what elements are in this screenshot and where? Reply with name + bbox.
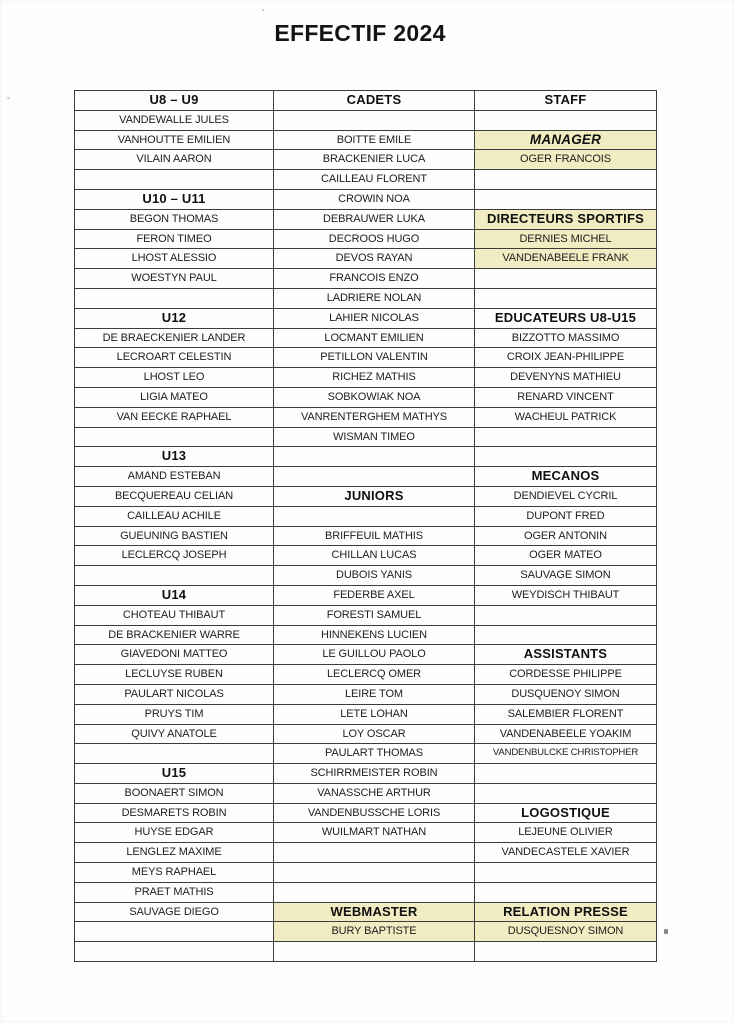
table-row [75,249,657,269]
name-cell: PAULART THOMAS [274,744,475,764]
name-cell: RENARD VINCENT [475,387,657,407]
section-header-cell: CADETS [274,91,475,111]
name-cell: LAHIER NICOLAS [274,308,475,328]
empty-cell [75,566,274,586]
table-row [75,843,657,863]
empty-cell [274,467,475,487]
table-row [75,328,657,348]
table-row [75,91,657,111]
name-cell: OGER FRANCOIS [475,150,657,170]
section-header-cell: U8 – U9 [75,91,274,111]
name-cell: LECLUYSE RUBEN [75,665,274,685]
empty-cell [75,170,274,190]
name-cell: VANDENABEELE YOAKIM [475,724,657,744]
name-cell: RICHEZ MATHIS [274,368,475,388]
table-row [75,308,657,328]
section-header-cell: WEBMASTER [274,902,475,922]
name-cell: CAILLEAU ACHILE [75,506,274,526]
table-row [75,506,657,526]
table-row [75,288,657,308]
table-row [75,130,657,150]
table-row [75,882,657,902]
name-cell: WISMAN TIMEO [274,427,475,447]
name-cell: WEYDISCH THIBAUT [475,585,657,605]
table-row [75,922,657,942]
name-cell: BECQUEREAU CELIAN [75,486,274,506]
name-cell: HINNEKENS LUCIEN [274,625,475,645]
name-cell: OGER MATEO [475,546,657,566]
empty-cell [274,506,475,526]
table-row [75,447,657,467]
name-cell: PETILLON VALENTIN [274,348,475,368]
name-cell: LEJEUNE OLIVIER [475,823,657,843]
name-cell: GUEUNING BASTIEN [75,526,274,546]
name-cell: LHOST LEO [75,368,274,388]
empty-cell [274,942,475,962]
name-cell: VANRENTERGHEM MATHYS [274,407,475,427]
section-header-cell: MANAGER [475,130,657,150]
table-row [75,783,657,803]
name-cell: BOITTE EMILE [274,130,475,150]
section-header-cell: DIRECTEURS SPORTIFS [475,209,657,229]
name-cell: FEDERBE AXEL [274,585,475,605]
scan-speck [664,929,668,934]
page-title: EFFECTIF 2024 [274,20,446,46]
empty-cell [75,744,274,764]
name-cell: DUBOIS YANIS [274,566,475,586]
name-cell: QUIVY ANATOLE [75,724,274,744]
empty-cell [475,427,657,447]
table-row [75,684,657,704]
empty-cell [475,625,657,645]
section-header-cell: U13 [75,447,274,467]
name-cell: CROWIN NOA [274,189,475,209]
name-cell: WACHEUL PATRICK [475,407,657,427]
section-header-cell: U14 [75,585,274,605]
scan-speck [7,97,10,99]
table-row [75,665,657,685]
table-row [75,407,657,427]
name-cell: LENGLEZ MAXIME [75,843,274,863]
name-cell: PRAET MATHIS [75,882,274,902]
name-cell: FRANCOIS ENZO [274,269,475,289]
section-header-cell: EDUCATEURS U8-U15 [475,308,657,328]
name-cell: FERON TIMEO [75,229,274,249]
section-header-cell: ASSISTANTS [475,645,657,665]
name-cell: BIZZOTTO MASSIMO [475,328,657,348]
table-row [75,605,657,625]
name-cell: VANDEWALLE JULES [75,110,274,130]
empty-cell [274,863,475,883]
name-cell: DEBRAUWER LUKA [274,209,475,229]
name-cell: VANDENBULCKE CHRISTOPHER [475,744,657,764]
name-cell: MEYS RAPHAEL [75,863,274,883]
name-cell: PAULART NICOLAS [75,684,274,704]
scan-speck [262,9,264,11]
empty-cell [274,882,475,902]
name-cell: DESMARETS ROBIN [75,803,274,823]
empty-cell [475,170,657,190]
roster-table-body [75,91,657,962]
table-row [75,368,657,388]
name-cell: DEVENYNS MATHIEU [475,368,657,388]
section-header-cell: LOGOSTIQUE [475,803,657,823]
table-row [75,348,657,368]
name-cell: WUILMART NATHAN [274,823,475,843]
name-cell: SAUVAGE SIMON [475,566,657,586]
name-cell: DUPONT FRED [475,506,657,526]
table-row [75,724,657,744]
name-cell: WOESTYN PAUL [75,269,274,289]
name-cell: DERNIES MICHEL [475,229,657,249]
roster-table [74,90,657,962]
empty-cell [475,783,657,803]
name-cell: OGER ANTONIN [475,526,657,546]
name-cell: LECLERCQ JOSEPH [75,546,274,566]
name-cell: DUSQUENOY SIMON [475,684,657,704]
table-row [75,467,657,487]
empty-cell [475,863,657,883]
name-cell: DEVOS RAYAN [274,249,475,269]
name-cell: SOBKOWIAK NOA [274,387,475,407]
table-row [75,863,657,883]
table-row [75,546,657,566]
name-cell: CHILLAN LUCAS [274,546,475,566]
name-cell: BRACKENIER LUCA [274,150,475,170]
name-cell: VANDENBUSSCHE LORIS [274,803,475,823]
table-row [75,704,657,724]
section-header-cell: RELATION PRESSE [475,902,657,922]
name-cell: LADRIERE NOLAN [274,288,475,308]
name-cell: LEIRE TOM [274,684,475,704]
section-header-cell: STAFF [475,91,657,111]
name-cell: LETE LOHAN [274,704,475,724]
name-cell: DECROOS HUGO [274,229,475,249]
name-cell: SCHIRRMEISTER ROBIN [274,764,475,784]
name-cell: DUSQUESNOY SIMON [475,922,657,942]
name-cell: CORDESSE PHILIPPE [475,665,657,685]
section-header-cell: MECANOS [475,467,657,487]
name-cell: PRUYS TIM [75,704,274,724]
name-cell: DENDIEVEL CYCRIL [475,486,657,506]
name-cell: GIAVEDONI MATTEO [75,645,274,665]
name-cell: CAILLEAU FLORENT [274,170,475,190]
table-row [75,427,657,447]
table-row [75,269,657,289]
table-row [75,625,657,645]
empty-cell [475,605,657,625]
name-cell: VAN EECKE RAPHAEL [75,407,274,427]
empty-cell [75,427,274,447]
table-row [75,823,657,843]
empty-cell [274,843,475,863]
empty-cell [475,882,657,902]
name-cell: FORESTI SAMUEL [274,605,475,625]
empty-cell [274,110,475,130]
table-row [75,585,657,605]
name-cell: VILAIN AARON [75,150,274,170]
section-header-cell: U15 [75,764,274,784]
table-row [75,170,657,190]
table-row [75,229,657,249]
empty-cell [475,942,657,962]
empty-cell [75,288,274,308]
name-cell: BURY BAPTISTE [274,922,475,942]
name-cell: VANASSCHE ARTHUR [274,783,475,803]
table-row [75,566,657,586]
empty-cell [475,110,657,130]
table-row [75,803,657,823]
table-row [75,110,657,130]
name-cell: VANDECASTELE XAVIER [475,843,657,863]
name-cell: AMAND ESTEBAN [75,467,274,487]
section-header-cell: U12 [75,308,274,328]
name-cell: DE BRACKENIER WARRE [75,625,274,645]
name-cell: LE GUILLOU PAOLO [274,645,475,665]
section-header-cell: U10 – U11 [75,189,274,209]
empty-cell [274,447,475,467]
table-row [75,744,657,764]
name-cell: CROIX JEAN-PHILIPPE [475,348,657,368]
name-cell: HUYSE EDGAR [75,823,274,843]
name-cell: LECLERCQ OMER [274,665,475,685]
section-header-cell: JUNIORS [274,486,475,506]
name-cell: SALEMBIER FLORENT [475,704,657,724]
table-row [75,942,657,962]
name-cell: LIGIA MATEO [75,387,274,407]
table-row [75,526,657,546]
empty-cell [75,942,274,962]
table-row [75,645,657,665]
table-row [75,150,657,170]
name-cell: LOY OSCAR [274,724,475,744]
name-cell: DE BRAECKENIER LANDER [75,328,274,348]
name-cell: BOONAERT SIMON [75,783,274,803]
empty-cell [475,447,657,467]
table-row [75,764,657,784]
name-cell: SAUVAGE DIEGO [75,902,274,922]
name-cell: BRIFFEUIL MATHIS [274,526,475,546]
name-cell: LHOST ALESSIO [75,249,274,269]
table-row [75,902,657,922]
name-cell: CHOTEAU THIBAUT [75,605,274,625]
table-row [75,387,657,407]
name-cell: BEGON THOMAS [75,209,274,229]
name-cell: VANDENABEELE FRANK [475,249,657,269]
name-cell: LECROART CELESTIN [75,348,274,368]
empty-cell [475,764,657,784]
table-row [75,486,657,506]
empty-cell [75,922,274,942]
table-row [75,189,657,209]
empty-cell [475,189,657,209]
table-row [75,209,657,229]
empty-cell [475,288,657,308]
empty-cell [475,269,657,289]
name-cell: VANHOUTTE EMILIEN [75,130,274,150]
name-cell: LOCMANT EMILIEN [274,328,475,348]
